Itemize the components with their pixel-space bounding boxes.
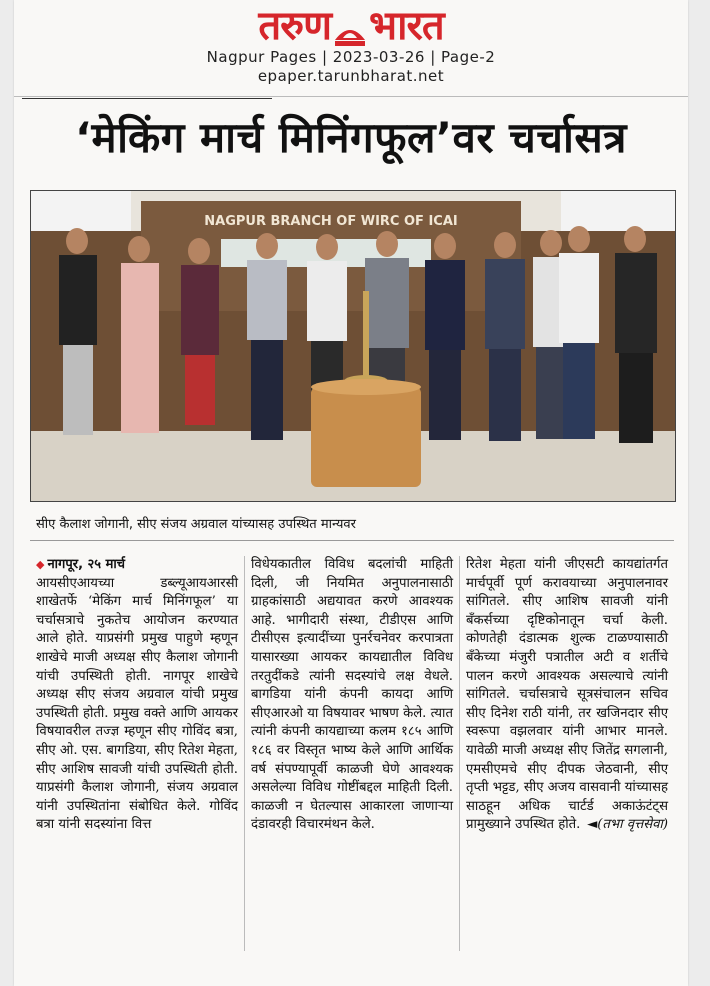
column-1-text: आयसीएआयच्या डब्ल्यूआयआरसी शाखेतर्फे ‘मेकिंग मार्च मिनिंगफूल’ या चर्चासत्राचे नुकतेच आयोजन करण्यात आले होते. याप्रसंगी प्रमुख पाहुणे म्हणून शाखेचे माजी अध्यक्ष सीए कैलाश जोगानी यांची उपस्थिती होती. नागपूर शाखेचे अध्यक्ष सीए संजय अग्रवाल यांची प्रमुख उपस्थिती होती. प्रमुख वक्ते आणि आयकर विषयावरील तज्ज्ञ म्हणून सीए गोविंद बत्रा, सीए ओ. एस. बागडिया, सीए रितेश मेहता, सीए आशिष सावजी यांची उपस्थिती होती. याप्रसंगी कैलाश जोगानी, संजय अग्रवाल यांनी उपस्थितांना संबोधित केले. गोविंद बत्रा यांनी सदस्यांना वित्त (36, 575, 238, 833)
epaper-url[interactable]: epaper.tarunbharat.net (257, 67, 445, 85)
article-column-3 (459, 556, 674, 951)
section-divider (22, 98, 272, 99)
masthead (14, 4, 688, 86)
dateline (36, 556, 238, 575)
event-photo (30, 190, 676, 502)
logo-word-left: तरुण (258, 3, 331, 49)
news-service-credit: ◄(तभा वृत्तसेवा) (587, 817, 668, 833)
masthead-divider (14, 96, 688, 97)
photo-caption: सीए कैलाश जोगानी, सीए संजय अग्रवाल यांच्यासह उपस्थित मान्यवर (36, 517, 356, 532)
column-2-text: विधेयकातील विविध बदलांची माहिती दिली, जी नियमित अनुपालनासाठी ग्राहकांसाठी अद्ययावत करणे आवश्यक आहे. भागीदारी संस्था, टीडीएस आणि टीसीएस इत्यादींच्या पुनर्रचनेवर करपात्रता यासारख्या आयकर कायद्यातील विविध तरतुदींकडे त्यांनी सदस्यांचे लक्ष वेधले. बागडिया यांनी कंपनी कायदा आणि सीएआरओ या विषयावर भाषण केले. त्यात त्यांनी कंपनी कायद्याच्या कलम १८५ आणि १८६ वर विस्तृत भाष्य केले आणि आर्थिक वर्ष संपण्यापूर्वी काळजी घेणे आवश्यक असलेल्या विविध गोष्टींबद्दल माहिती दिली. काळजी न घेतल्यास आकारला जाणाऱ्या दंडावरही विचारमंथन केले. (251, 557, 453, 833)
newspaper-logo (258, 4, 443, 48)
logo-word-right: भारत (369, 3, 444, 49)
article-body (30, 556, 674, 951)
article-column-2 (244, 556, 459, 951)
article-headline: ‘मेकिंग मार्च मिनिंगफूल’वर चर्चासत्र (75, 113, 627, 162)
edition-line: Nagpur Pages | 2023-03-26 | Page-2 (206, 48, 496, 66)
column-3-text: रितेश मेहता यांनी जीएसटी कायद्यांतर्गत मार्चपूर्वी पूर्ण करावयाच्या अनुपालनावर सांगितले. सीए आशिष सावजी यांनी बँकर्सच्या दृष्टिकोनातून चर्चा केली. कोणतेही दंडात्मक शुल्क टाळण्यासाठी बँकेच्या मंजुरी पत्रातील अटी व शर्तीचे पालन करणे आवश्यक असल्याचे त्यांनी सांगितले. चर्चासत्राचे सूत्रसंचालन सचिव सीए दिनेश राठी यांनी, तर खजिनदार सीए स्वरूपा वझलवार यांनी आभार मानले. यावेळी माजी अध्यक्ष सीए जितेंद्र सगलानी, एमसीएमचे सीए दीपक जेठवानी, सीए तृप्ती भट्टड, सीए अजय वासवानी यांच्यासह साठहून अधिक चार्टर्ड अकाऊंटंट्स प्रामुख्याने उपस्थित होते. (466, 557, 668, 833)
diamond-bullet-icon: ◆ (36, 558, 45, 571)
article-column-1 (30, 556, 244, 951)
dateline-text: नागपूर, २५ मार्च (47, 557, 125, 572)
photo-banner-text: NAGPUR BRANCH OF WIRC OF ICAI (204, 214, 458, 229)
caption-divider (30, 540, 674, 541)
newspaper-page (14, 0, 688, 986)
lotus-emblem-icon (333, 13, 367, 43)
